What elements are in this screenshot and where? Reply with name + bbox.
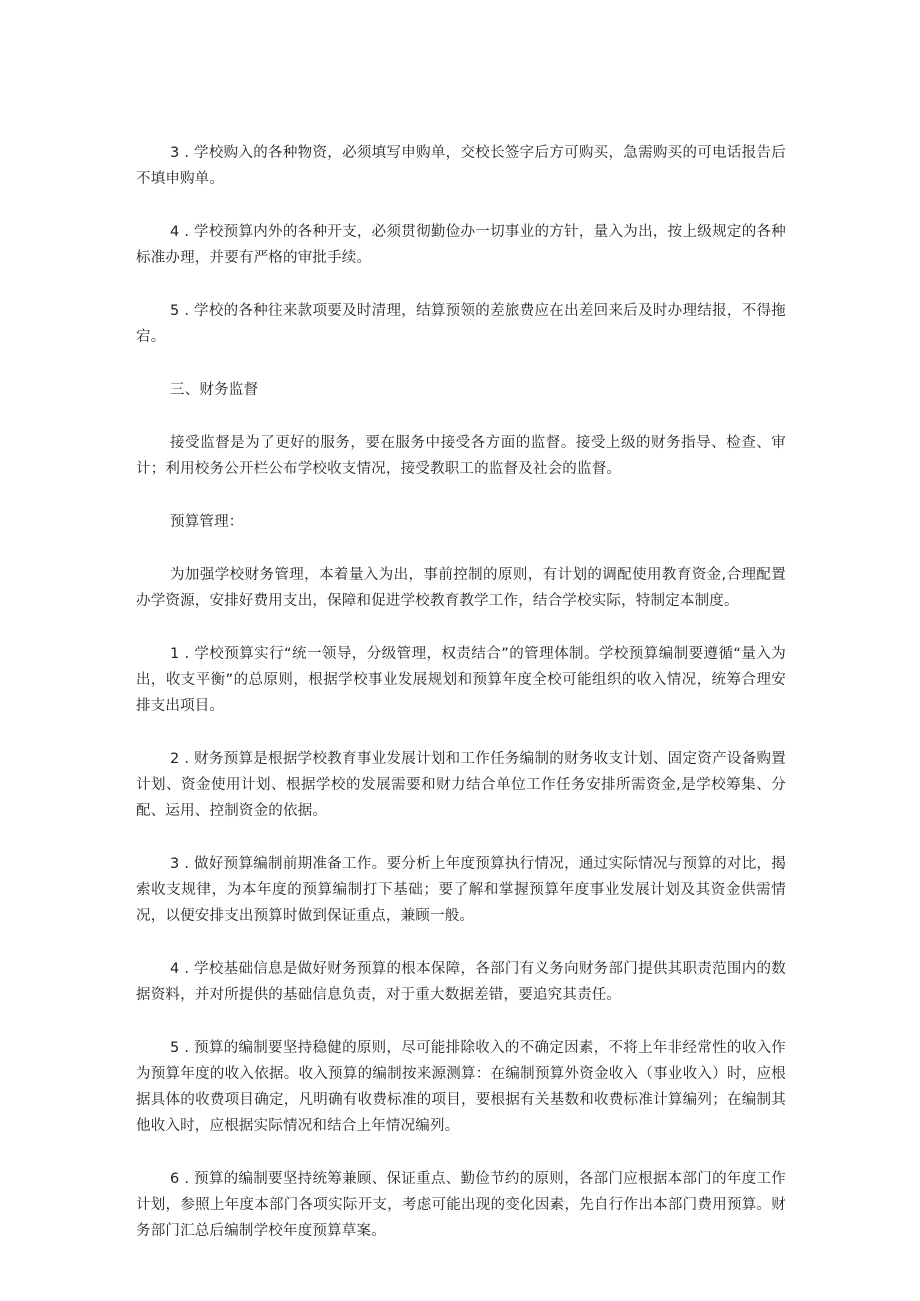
paragraph-expense-rule: 4 . 学校预算内外的各种开支，必须贯彻勤俭办一切事业的方针，量入为出，按上级规定的各种标准办理，并要有严格的审批手续。 (136, 224, 786, 266)
paragraph-budget-item-3: 3 . 做好预算编制前期准备工作。要分析上年度预算执行情况，通过实际情况与预算的对比，揭索收支规律，为本年度的预算编制打下基础；要了解和掌握预算年度事业发展计划及其资金供需情况，以便安排支出预算时做到保证重点，兼顾一般。 (136, 856, 786, 924)
paragraph-accounts-rule: 5 . 学校的各种往来款项要及时清理，结算预领的差旅费应在出差回来后及时办理结报，不得拖宕。 (136, 303, 786, 345)
section-heading-financial-supervision: 三、财务监督 (170, 382, 259, 398)
paragraph-budget-item-1: 1 . 学校预算实行“统一领导，分级管理，权责结合”的管理体制。学校预算编制要遵循“量入为出，收支平衡”的总原则，根据学校事业发展规划和预算年度全校可能组织的收入情况，统筹合理安排支出项目。 (136, 646, 786, 714)
paragraph-budget-item-5: 5 . 预算的编制要坚持稳健的原则，尽可能排除收入的不确定因素，不将上年非经常性的收入作为预算年度的收入依据。收入预算的编制按来源测算：在编制预算外资金收入（事业收入）时，应根据具体的收费项目确定，凡明确有收费标准的项目，要根据有关基数和收费标准计算编列；在编制其他收入时，应根据实际情况和结合上年情况编列。 (136, 1040, 786, 1134)
paragraph-budget-item-4: 4 . 学校基础信息是做好财务预算的根本保障，各部门有义务向财务部门提供其职责范围内的数据资料，并对所提供的基础信息负责，对于重大数据差错，要追究其责任。 (136, 961, 786, 1003)
document-body (136, 140, 786, 1271)
paragraph-budget-item-2: 2 . 财务预算是根据学校教育事业发展计划和工作任务编制的财务收支计划、固定资产设备购置计划、资金使用计划、根据学校的发展需要和财力结合单位工作任务安排所需资金,是学校筹集、分配、运用、控制资金的依据。 (136, 751, 786, 819)
section-heading-budget-management: 预算管理： (170, 514, 244, 530)
paragraph-budget-item-6: 6 . 预算的编制要坚持统筹兼顾、保证重点、勤俭节约的原则，各部门应根据本部门的年度工作计划，参照上年度本部门各项实际开支，考虑可能出现的变化因素，先自行作出本部门费用预算。财务部门汇总后编制学校年度预算草案。 (136, 1171, 786, 1239)
paragraph-budget-intro: 为加强学校财务管理，本着量入为出，事前控制的原则，有计划的调配使用教育资金,合理配置办学资源，安排好费用支出，保障和促进学校教育教学工作，结合学校实际，特制定本制度。 (136, 567, 786, 609)
paragraph-purchase-rule: 3 . 学校购入的各种物资，必须填写申购单，交校长签字后方可购买，急需购买的可电话报告后不填申购单。 (136, 145, 786, 187)
paragraph-supervision: 接受监督是为了更好的服务，要在服务中接受各方面的监督。接受上级的财务指导、检查、审计；利用校务公开栏公布学校收支情况，接受教职工的监督及社会的监督。 (136, 435, 786, 477)
